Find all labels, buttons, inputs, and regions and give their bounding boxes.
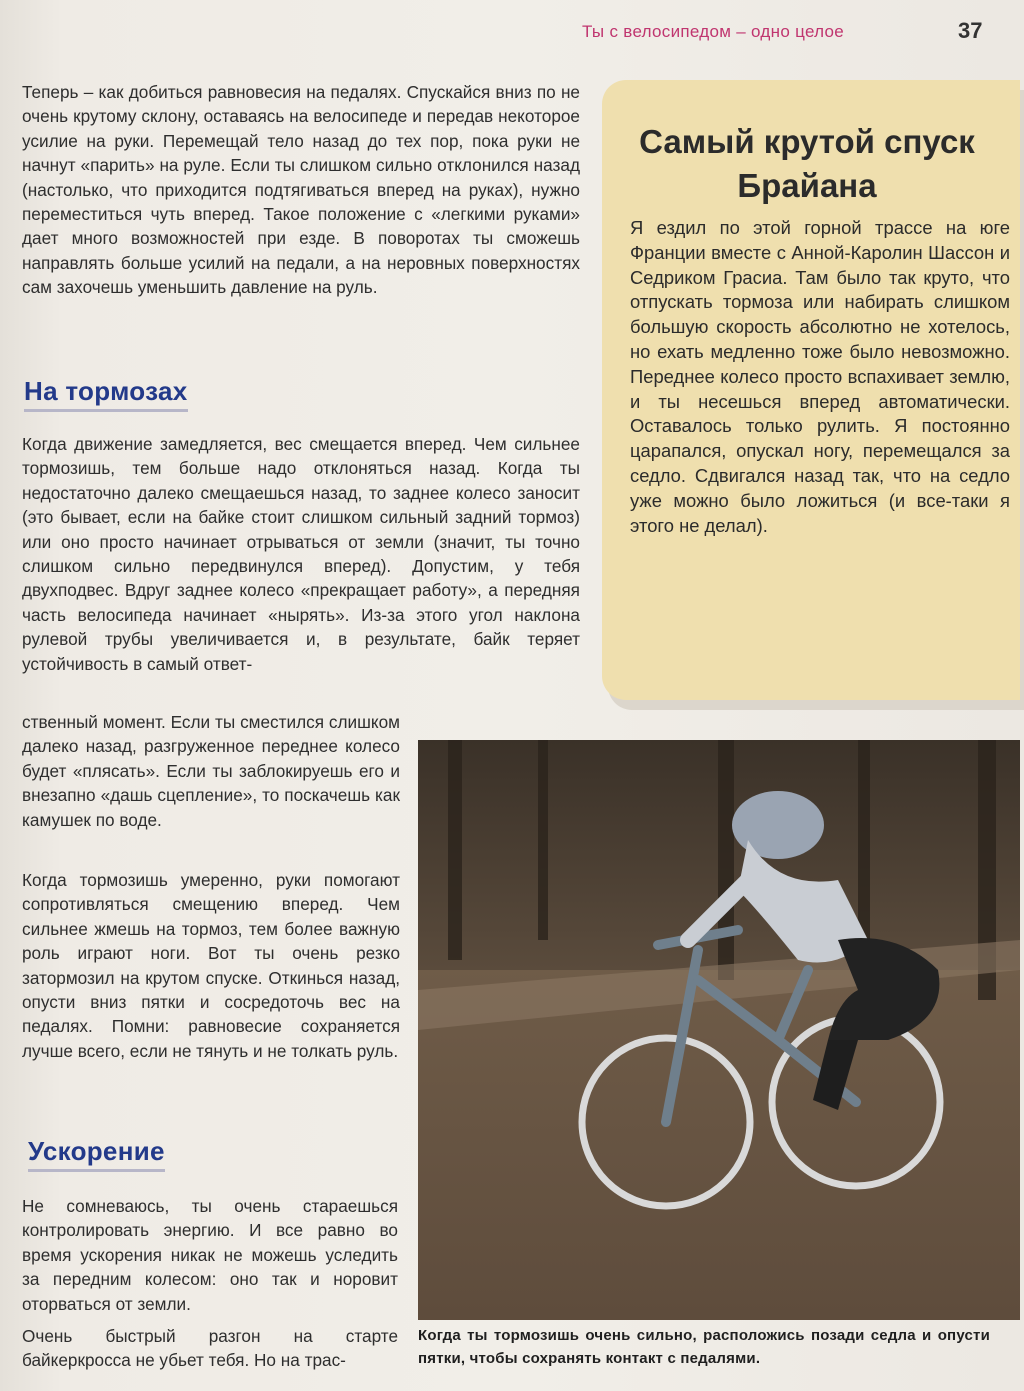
acceleration-paragraph-2: Очень быстрый разгон на старте байкеркросса не убьет тебя. Но на трас- [22, 1326, 398, 1371]
sidebar-box [602, 80, 1020, 700]
acceleration-paragraph-2-block [22, 1324, 398, 1373]
brakes-paragraph-1a-block [22, 432, 580, 676]
intro-paragraph-block [22, 80, 580, 300]
acceleration-paragraph-1: Не сомневаюсь, ты очень стараешься контролировать энергию. И все равно во время ускорения никак не можешь уследить за передним колесом: оно так и норовит оторваться от земли. [22, 1196, 398, 1314]
sidebar-body: Я ездил по этой горной трассе на юге Франции вместе с Анной-Каролин Шассон и Седриком Грасиа. Там было так круто, что отпускать тормоза или набирать слишком большую скорость абсолютно не хотелось, но ехать медленно тоже было невозможно. Переднее колесо просто вспахивает землю, и ты несешься вперед автоматически. Оставалось только рулить. Я постоянно царапался, опускал ногу, перемещался за седло. Сдвигался назад так, что на седло уже можно было ложиться (и все-таки я этого не делал). [630, 217, 1010, 536]
helmet [732, 791, 824, 859]
page-header [0, 16, 1024, 46]
brakes-paragraph-2-block [22, 868, 400, 1063]
brakes-paragraph-1a: Когда движение замедляется, вес смещается вперед. Чем сильнее тормозишь, тем больше надо отклоняться назад. Когда ты недостаточно далеко смещаешься назад, то заднее колесо заносит (это бывает, если на байке стоит слишком сильный задний тормоз) или оно просто начинает отрываться от земли (значит, ты точно слишком сильно передвинулся вперед). Допустим, у тебя двухподвес. Вдруг заднее колесо «прекращает работу», а передняя часть велосипеда начинает «нырять». Из-за этого угол наклона рулевой трубы увеличивается и, в результате, байк теряет устойчивость в самый ответ- [22, 434, 580, 674]
photo-caption: Когда ты тормозишь очень сильно, расположись позади седла и опусти пятки, чтобы сохранять контакт с педалями. [418, 1327, 990, 1367]
brakes-paragraph-2: Когда тормозишь умеренно, руки помогают сопротивляться смещению вперед. Чем сильнее жмешь на тормоз, тем более важную роль играют ноги. Вот ты очень резко затормозил на крутом спуске. Откинься назад, опусти вниз пятки и сосредоточь вес на педалях. Помни: равновесие сохраняется лучше всего, если не тянуть и не толкать руль. [22, 870, 400, 1061]
mountain-bike-photo [418, 740, 1020, 1320]
acceleration-paragraph-1-block [22, 1194, 398, 1316]
photo-illustration [418, 740, 1020, 1320]
brakes-heading: На тормозах [24, 376, 188, 412]
sidebar-title: Самый крутой спуск Брайана [639, 123, 975, 204]
brakes-paragraph-1b-block [22, 710, 400, 832]
page-number: 37 [958, 18, 983, 43]
running-title: Ты с велосипедом – одно целое [582, 22, 845, 41]
acceleration-heading: Ускорение [28, 1136, 165, 1172]
intro-paragraph: Теперь – как добиться равновесия на педалях. Спускайся вниз по не очень крутому склону, оставаясь на велосипеде и передав некоторое усилие на руки. Перемещай тело назад до тех пор, пока руки не начнут «парить» на руле. Если ты слишком сильно отклонился назад (настолько, что приходится подтягиваться вперед на руках), нужно переместиться чуть вперед. Такое положение с «легкими руками» дает много возможностей при езде. В поворотах ты сможешь направлять больше усилий на педали, а на неровных поверхностях сам захочешь уменьшить давление на руль. [22, 82, 580, 298]
brakes-paragraph-1b: ственный момент. Если ты сместился слишком далеко назад, разгруженное переднее колесо будет «плясать». Если ты заблокируешь его и внезапно «дашь сцепление», то поскачешь как камушек по воде. [22, 712, 400, 830]
